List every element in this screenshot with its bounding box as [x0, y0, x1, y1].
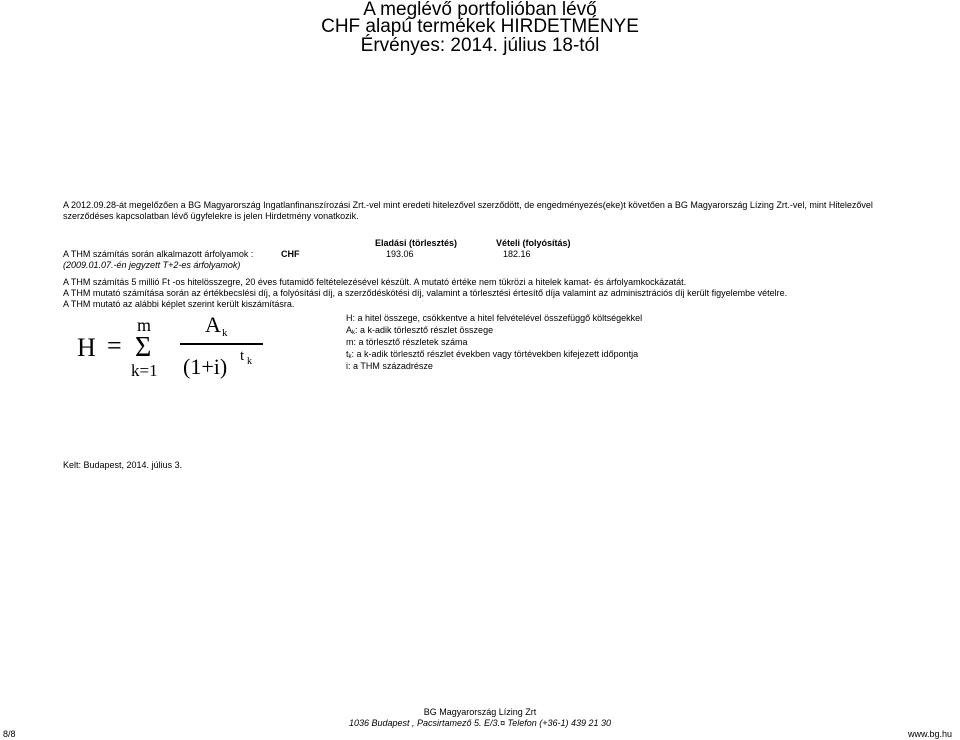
- thm-line-1: A THM számítás 5 millió Ft -os hitelösszegre, 20 éves futamidő feltételezésével készült. A mutató értéke nem tükrözi a hitelek kamat- és árfolyamkockázatát.: [63, 277, 687, 287]
- rate-buy-value: 182.16: [503, 249, 531, 259]
- col-header-buy: Vételi (folyósítás): [496, 238, 571, 248]
- thm-line-3: A THM mutató az alábbi képlet szerint került kiszámításra.: [63, 299, 295, 309]
- dated-line: Kelt: Budapest, 2014. július 3.: [63, 460, 183, 470]
- intro-paragraph: [63, 200, 893, 222]
- formula-denominator: (1+i): [183, 354, 228, 379]
- formula-sigma: Σ: [135, 332, 152, 363]
- thm-formula: [75, 314, 275, 382]
- formula-definitions: [346, 312, 642, 372]
- footer-website-link[interactable]: www.bg.hu: [908, 729, 953, 739]
- footer-address: 1036 Budapest , Pacsirtamező 5. E/3.¤ Telefon (+36-1) 439 21 30: [348, 718, 612, 728]
- formula-exponent-sub: k: [247, 356, 252, 367]
- definition-m: m: a törlesztő részletek száma: [346, 337, 468, 347]
- formula-numerator: A: [205, 314, 221, 337]
- col-header-sell: Eladási (törlesztés): [375, 238, 458, 248]
- definition-h: H: a hitel összege, csökkentve a hitel felvételével összefüggő költségekkel: [346, 313, 643, 323]
- formula-exponent: t: [240, 348, 245, 364]
- formula-upper-limit: m: [137, 315, 152, 335]
- thm-line-2: A THM mutató számítása során az értékbecslési díj, a folyósítási díj, a szerződéskötési díj, valamint a törlesztési értesítő díja valamint az adminisztrációs díj került figyelembe vételre.: [63, 288, 788, 298]
- page-title-line-3: Érvényes: 2014. július 18-tól: [360, 35, 600, 56]
- formula-numerator-sub: k: [222, 327, 228, 339]
- intro-line-2: szerződéses kapcsolatban lévő ügyfelekre is jelen Hirdetmény vonatkozik.: [63, 211, 359, 221]
- formula-lower-limit: k=1: [131, 361, 158, 380]
- rates-row-label: A THM számítás során alkalmazott árfolyamok :: [63, 249, 254, 259]
- rates-note: (2009.01.07.-én jegyzett T+2-es árfolyamok): [63, 260, 241, 270]
- footer-company: BG Magyarország Lízing Zrt: [423, 707, 537, 717]
- rate-sell-value: 193.06: [386, 249, 414, 259]
- definition-i: i: a THM századrésze: [346, 361, 433, 371]
- rates-currency: CHF: [281, 249, 300, 259]
- intro-line-1: A 2012.09.28-át megelőzően a BG Magyarország Ingatlanfinanszírozási Zrt.-vel mint eredeti hitelezővel szerződött, de engedményezés(eke)t követően a BG Magyarország Lízing Zrt.-vel, mint Hitelezővel: [63, 200, 873, 210]
- page-title-line-1: A meglévő portfolióban lévő: [363, 0, 597, 20]
- formula-lhs: H: [77, 333, 96, 362]
- formula-equals: =: [107, 331, 122, 360]
- definition-t: $t_k$: a k-adik törlesztő részlet években vagy törtévekben kifejezett időpontja: [346, 349, 639, 360]
- page-number: 8/8: [3, 729, 16, 739]
- definition-a: $A_k$: a k-adik törlesztő részlet összege: [346, 325, 494, 336]
- page-title-line-2: CHF alapú termékek HIRDETMÉNYE: [321, 16, 639, 37]
